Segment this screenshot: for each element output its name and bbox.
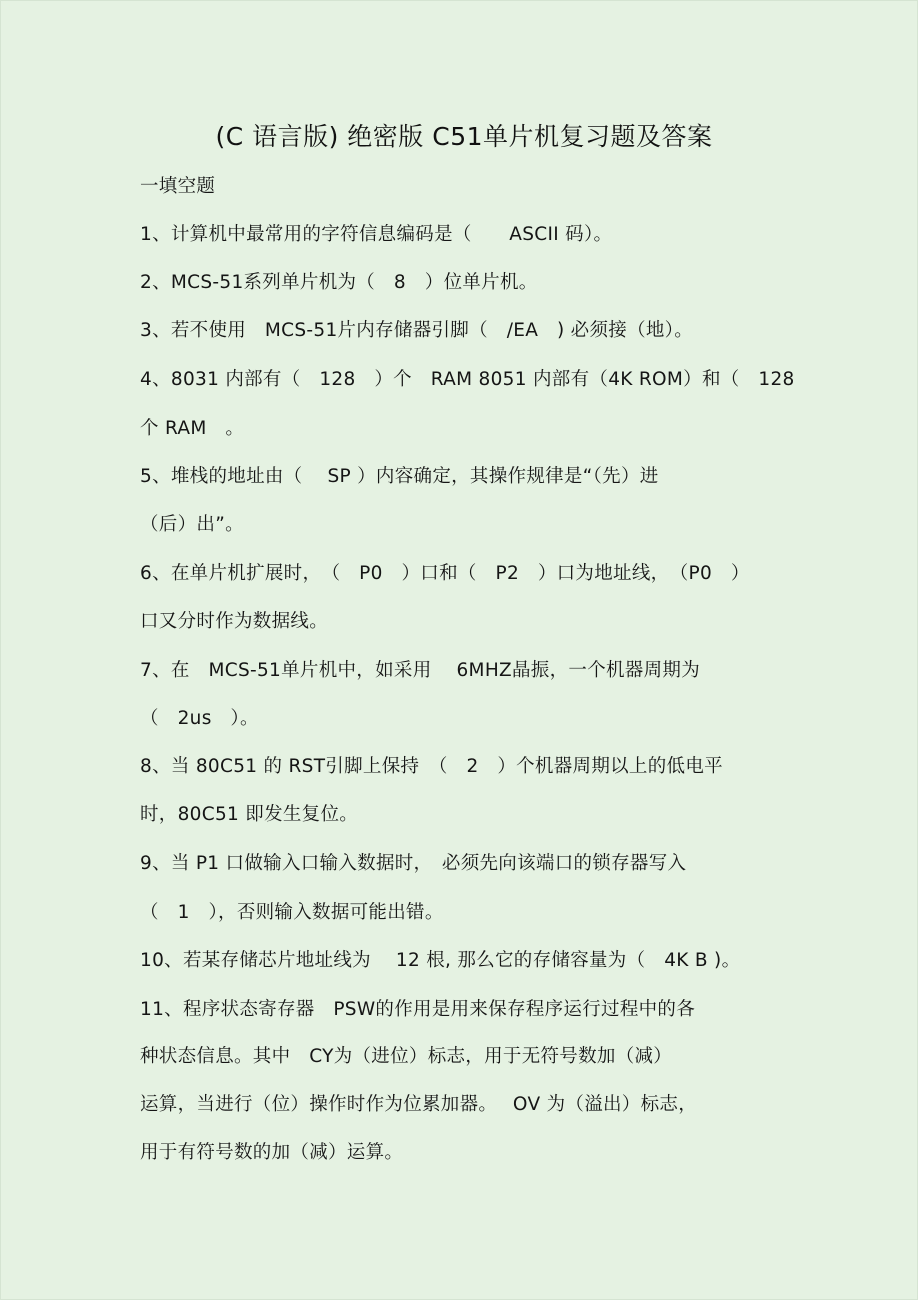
question-2: 2、MCS-51系列单片机为（ 8 ）位单片机。 <box>140 272 538 293</box>
question-6-line-2: 口又分时作为数据线。 <box>140 611 329 632</box>
question-10: 10、若某存储芯片地址线为 12 根, 那么它的存储容量为（ 4K B )。 <box>140 950 741 971</box>
question-5-line-2: （后）出”。 <box>140 514 244 535</box>
question-11-line-2: 种状态信息。其中 CY为（进位）标志，用于无符号数加（减） <box>140 1046 673 1067</box>
question-11-line-3: 运算，当进行（位）操作时作为位累加器。 OV 为（溢出）标志， <box>140 1094 698 1115</box>
question-7-line-1: 7、在 MCS-51单片机中，如采用 6MHZ晶振，一个机器周期为 <box>140 660 701 681</box>
question-1: 1、计算机中最常用的字符信息编码是（ ASCII 码）。 <box>140 224 613 245</box>
question-5-line-1: 5、堆栈的地址由（ SP ）内容确定，其操作规律是“（先）进 <box>140 466 659 487</box>
question-7-line-2: （ 2us ）。 <box>140 708 259 729</box>
question-11-line-4: 用于有符号数的加（减）运算。 <box>140 1142 404 1163</box>
question-8-line-2: 时，80C51 即发生复位。 <box>140 804 359 825</box>
question-8-line-1: 8、当 80C51 的 RST引脚上保持 （ 2 ）个机器周期以上的低电平 <box>140 756 723 777</box>
question-3: 3、若不使用 MCS-51片内存储器引脚（ /EA ) 必须接（地）。 <box>140 320 694 341</box>
question-11-line-1: 11、程序状态寄存器 PSW的作用是用来保存程序运行过程中的各 <box>140 999 696 1020</box>
question-4-line-2: 个 RAM 。 <box>140 418 245 439</box>
document-title-text: (C 语言版) 绝密版 C51单片机复习题及答案 <box>215 122 713 151</box>
question-9-line-2: （ 1 ），否则输入数据可能出错。 <box>140 902 444 923</box>
question-9-line-1: 9、当 P1 口做输入口输入数据时， 必须先向该端口的锁存器写入 <box>140 853 687 874</box>
question-6-line-1: 6、在单片机扩展时， （ P0 ）口和（ P2 ）口为地址线， （P0 ） <box>140 563 750 584</box>
document-title <box>1 119 919 155</box>
section-heading: 一填空题 <box>140 176 216 197</box>
question-4-line-1: 4、8031 内部有（ 128 ）个 RAM 8051 内部有（4K ROM）和（ 128 <box>140 369 795 390</box>
